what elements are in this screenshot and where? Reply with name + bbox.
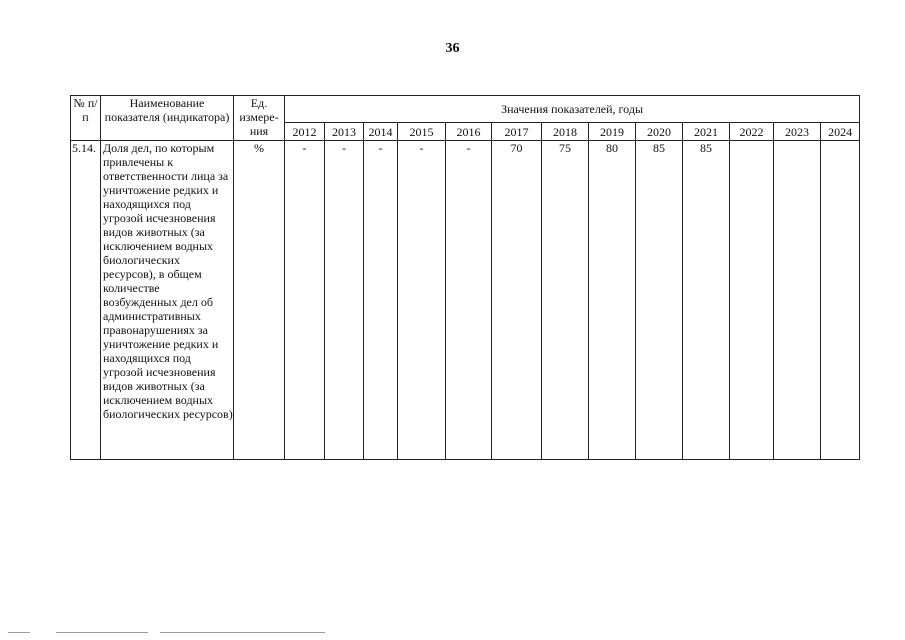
header-year: 2017: [492, 123, 542, 141]
value-cell: [730, 141, 774, 460]
value-cell: 75: [542, 141, 589, 460]
header-year: 2012: [285, 123, 325, 141]
header-year: 2015: [398, 123, 446, 141]
value-cell: [821, 141, 860, 460]
value-cell: 80: [589, 141, 636, 460]
page-number: 36: [445, 41, 460, 56]
header-year: 2014: [364, 123, 398, 141]
value-cell: -: [325, 141, 364, 460]
indicators-table: [70, 95, 860, 460]
header-year: 2019: [589, 123, 636, 141]
header-year: 2013: [325, 123, 364, 141]
header-unit: Ед. измере-ния: [234, 96, 285, 141]
header-year: 2023: [774, 123, 821, 141]
header-row-top: [71, 96, 860, 123]
header-year: 2016: [446, 123, 492, 141]
value-cell: -: [446, 141, 492, 460]
scan-artifact-line: [56, 632, 148, 633]
value-cell: [774, 141, 821, 460]
header-year: 2018: [542, 123, 589, 141]
value-cell: 70: [492, 141, 542, 460]
scan-artifact-line: [160, 632, 325, 633]
table-row: [71, 141, 860, 460]
value-cell: -: [285, 141, 325, 460]
value-cell: -: [364, 141, 398, 460]
header-name: Наименование показателя (индикатора): [101, 96, 234, 141]
header-year: 2021: [683, 123, 730, 141]
value-cell: -: [398, 141, 446, 460]
header-year: 2020: [636, 123, 683, 141]
value-cell: 85: [636, 141, 683, 460]
row-number: 5.14.: [71, 141, 101, 460]
header-num: № п/п: [71, 96, 101, 141]
value-cell: 85: [683, 141, 730, 460]
header-year: 2024: [821, 123, 860, 141]
unit-cell: %: [234, 141, 285, 460]
header-values-group: Значения показателей, годы: [285, 96, 860, 123]
indicator-name: Доля дел, по которым привлечены к ответственности лица за уничтожение редких и находящихся под угрозой исчезновения видов животных (за исключением водных биологических ресурсов), в общем количестве возбужденных дел об административных правонарушениях за уничтожение редких и находящихся под угрозой исчезновения видов животных (за исключением водных биологических ресурсов): [101, 141, 234, 460]
scan-artifact-line: [8, 632, 30, 633]
header-year: 2022: [730, 123, 774, 141]
